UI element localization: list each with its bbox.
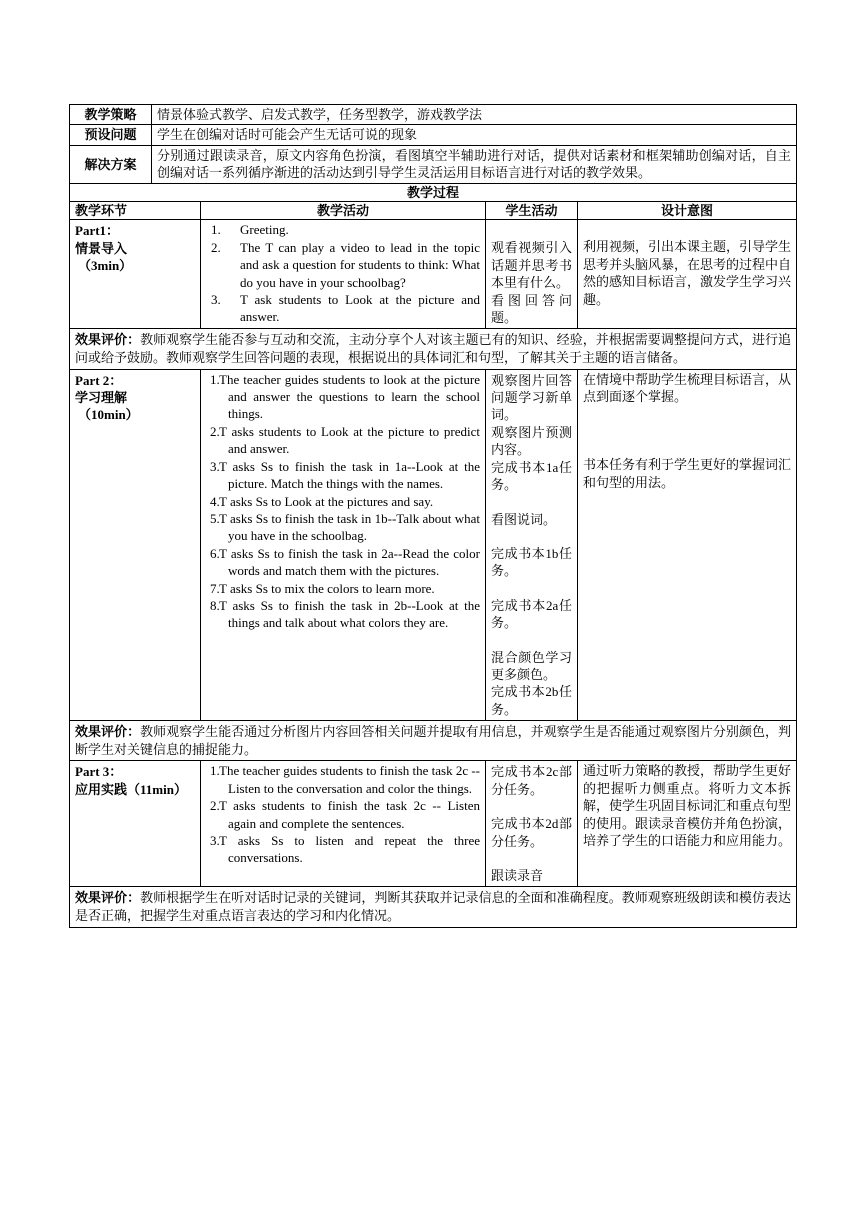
header-student: 学生活动 (486, 202, 578, 220)
part3-name: Part 3： (75, 764, 123, 780)
part3-stage (70, 761, 201, 887)
list-item: 4. T asks Ss to Look at the pictures and say. (210, 493, 434, 509)
student-activity: 完成书本1a任务。 (491, 459, 572, 493)
intent-text: 利用视频，引出本课主题，引导学生思考并头脑风暴，在思考的过程中自然的感知目标语言，激发学生学习兴趣。 (583, 239, 792, 307)
eval-label: 效果评价： (75, 890, 141, 906)
list-item: 7. T asks Ss to mix the colors to learn more. (210, 580, 435, 596)
student-activity: 完成书本1b任务。 (491, 545, 572, 579)
list-item: 5. T asks Ss to finish the task in 1b--Talk about what you have in the schoolbag. (210, 510, 480, 544)
process-title: 教学过程 (70, 183, 797, 201)
list-item: 3. T asks Ss to finish the task in 1a--Look at the picture. Match the things with the names. (210, 458, 480, 492)
list-item: 3. T asks Ss to listen and repeat the three conversations. (210, 832, 480, 866)
student-activity: 完成书本2b任务。 (491, 684, 572, 717)
student-activity: 跟读录音 (491, 867, 544, 883)
student-activity: 完成书本2c部分任务。 (491, 764, 572, 797)
part3-student-activities (486, 761, 578, 887)
part1-evaluation (70, 329, 797, 369)
list-item: 2. The T can play a video to lead in the topic and ask a question for students to think: What do you have in your schoolbag? (211, 239, 480, 290)
part1-name: Part1： (75, 223, 120, 239)
student-activity: 完成书本2d部分任务。 (491, 816, 572, 849)
part2-evaluation (70, 721, 797, 761)
eval-text: 教师根据学生在听对话时记录的关键词，判断其获取并记录信息的全面和准确程度。教师观察班级朗读和模仿表达是否正确，把握学生对重点语言表达的学习和内化情况。 (75, 890, 791, 923)
part2-student-activities (486, 369, 578, 721)
eval-label: 效果评价： (75, 724, 141, 740)
part2-teacher-activities (201, 369, 486, 721)
part3-evaluation (70, 887, 797, 927)
part3-eval-row (70, 887, 797, 927)
strategy-label: 教学策略 (70, 105, 152, 125)
eval-text: 教师观察学生能否参与互动和交流，主动分享个人对该主题已有的知识、经验，并根据需要调整提问方式，进行追问或给予鼓励。教师观察学生回答问题的表现，根据说出的具体词汇和句型，了解其关于主题的语言储备。 (75, 332, 791, 366)
part3-row (70, 761, 797, 887)
problem-label: 预设问题 (70, 125, 152, 145)
part1-student-activities (486, 220, 578, 329)
part2-intent (578, 369, 797, 721)
part2-stage (70, 369, 201, 721)
list-item: 2. T asks students to Look at the picture to predict and answer. (210, 423, 480, 457)
lesson-plan-table (69, 104, 797, 928)
part1-teacher-activities (201, 220, 486, 329)
list-item: 6. T asks Ss to finish the task in 2a--Read the color words and match them with the pictures. (210, 545, 480, 579)
part3-title: 应用实践（11min） (75, 781, 187, 797)
list-item: 1. Greeting. (211, 222, 289, 238)
part1-eval-row (70, 329, 797, 369)
part1-row (70, 220, 797, 329)
student-activity: 看图回答问题。 (491, 292, 572, 326)
student-activity: 混合颜色学习更多颜色。 (491, 649, 572, 682)
student-activity: 观察图片预测内容。 (491, 424, 572, 458)
part1-intent (578, 220, 797, 329)
list-item: 8. T asks Ss to finish the task in 2b--Look at the things and talk about what colors they are. (210, 597, 480, 631)
part2-title: 学习理解 (75, 390, 128, 406)
intent-text: 在情境中帮助学生梳理目标语言，从点到面逐个掌握。 (583, 371, 792, 405)
part1-time: （3min） (78, 258, 133, 274)
solution-label: 解决方案 (70, 145, 152, 183)
eval-label: 效果评价： (75, 332, 141, 348)
header-teacher: 教学活动 (201, 202, 486, 220)
student-activity: 观察图片回答问题学习新单词。 (491, 372, 572, 423)
process-title-row (70, 183, 797, 201)
lesson-plan-document (69, 104, 796, 928)
problem-value: 学生在创编对话时可能会产生无话可说的现象 (152, 125, 797, 145)
intent-text: 书本任务有利于学生更好的掌握词汇和句型的用法。 (583, 457, 792, 490)
student-activity: 观看视频引入话题并思考书本里有什么。 (491, 240, 572, 291)
header-stage: 教学环节 (70, 202, 201, 220)
header-intent: 设计意图 (578, 202, 797, 220)
part2-row (70, 369, 797, 721)
part1-title: 情景导入 (75, 240, 128, 256)
strategy-value: 情景体验式教学、启发式教学，任务型教学，游戏教学法 (152, 105, 797, 125)
student-activity: 看图说词。 (491, 511, 557, 527)
part1-stage (70, 220, 201, 329)
part2-name: Part 2： (75, 372, 123, 388)
part3-teacher-activities (201, 761, 486, 887)
solution-value: 分别通过跟读录音，原文内容角色扮演，看图填空半辅助进行对话，提供对话素材和框架辅助创编对话，自主创编对话一系列循序渐进的活动达到引导学生灵活运用目标语言进行对话的教学效果。 (152, 145, 797, 183)
list-item: 1. The teacher guides students to finish the task 2c -- Listen to the conversation and color the things. (210, 763, 481, 796)
part3-intent: 通过听力策略的教授，帮助学生更好的把握听力侧重点。将听力文本拆解，使学生巩固目标词汇和重点句型的使用。跟读录音模仿并角色扮演，培养了学生的口语能力和应用能力。 (578, 761, 797, 887)
column-header-row (70, 202, 797, 220)
list-item: 2. T asks students to finish the task 2c -- Listen again and complete the sentences. (210, 798, 480, 831)
part2-eval-row (70, 721, 797, 761)
list-item: 1. The teacher guides students to look at the picture and answer the questions to learn the school things. (210, 371, 480, 422)
strategy-row (70, 105, 797, 125)
part2-time: （10min） (78, 407, 139, 423)
student-activity: 完成书本2a任务。 (491, 597, 572, 631)
list-item: 3. T ask students to Look at the picture and answer. (211, 292, 480, 325)
eval-text: 教师观察学生能否通过分析图片内容回答相关问题并提取有用信息，并观察学生是否能通过观察图片分别颜色，判断学生对关键信息的捕捉能力。 (75, 724, 791, 757)
solution-row (70, 145, 797, 183)
problem-row (70, 125, 797, 145)
